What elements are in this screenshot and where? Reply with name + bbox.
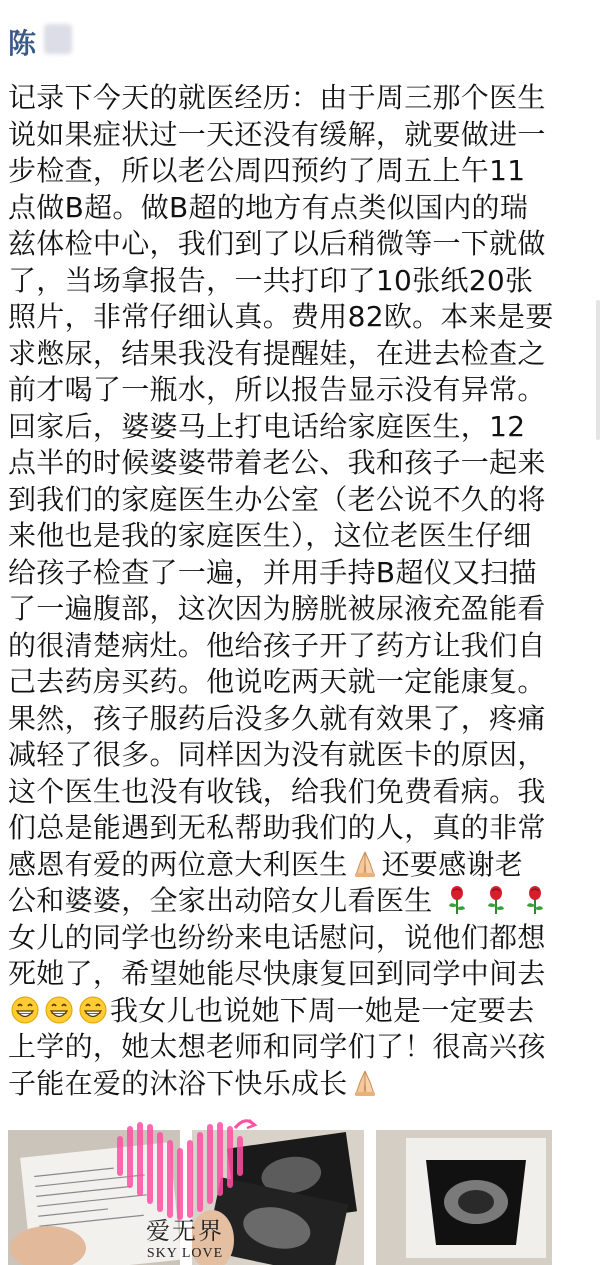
watermark <box>95 1110 265 1265</box>
post-line: 减轻了很多。同样因为没有就医卡的原因， <box>8 738 546 771</box>
rose-icon <box>483 885 509 925</box>
post-line: 求憋尿，结果我没有提醒娃，在进去检查之 <box>8 336 546 370</box>
post-line: 步检查，所以老公周四预约了周五上午11 <box>8 154 526 187</box>
post-line <box>8 993 592 1030</box>
post-line: 们总是能遇到无私帮助我们的人，真的非常 <box>8 811 546 844</box>
post-line: 己去药房买药。他说吃两天就一定能康复。 <box>8 665 546 698</box>
heart-logo-icon <box>95 1110 265 1220</box>
author-name-blur <box>44 24 72 54</box>
post-line-text: 感恩有爱的两位意大利医生 <box>8 847 348 881</box>
post-line-text: 还要感谢老 <box>381 847 524 881</box>
post-line <box>8 847 592 884</box>
watermark-english: SKY LOVE <box>146 1246 224 1261</box>
post-line-text: 我女儿也说她下周一她是一定要去 <box>110 993 535 1027</box>
watermark-chinese: 爱无界 <box>146 1219 224 1245</box>
post-line: 死她了，希望她能尽快康复回到同学中间去 <box>8 957 546 990</box>
rose-icon <box>522 885 548 925</box>
post-line: 了，当场拿报告，一共打印了10张纸20张 <box>8 263 534 297</box>
post-line-text: 子能在爱的沐浴下快乐成长 <box>8 1066 348 1100</box>
post-line: 的很清楚病灶。他给孩子开了药方让我们自 <box>8 628 546 662</box>
post-line: 女儿的同学也纷纷来电话慰问，说他们都想 <box>8 920 546 954</box>
post-line: 点做B超。做B超的地方有点类似国内的瑞 <box>8 190 529 224</box>
post-header <box>0 0 600 78</box>
photo-thumbnail[interactable] <box>376 1130 552 1265</box>
post-line: 果然，孩子服药后没多久就有效果了，疼痛 <box>8 701 546 735</box>
photo-ultrasound-image <box>376 1130 552 1265</box>
post-line <box>8 883 592 920</box>
post-line: 照片，非常仔细认真。费用82欧。本来是要 <box>8 300 554 333</box>
post-line: 说如果症状过一天还没有缓解，就要做进一 <box>8 117 546 151</box>
post-line: 前才喝了一瓶水，所以报告显示没有异常。 <box>8 373 546 406</box>
post-line: 这个医生也没有收钱，给我们免费看病。我 <box>8 774 546 808</box>
post-line: 来他也是我的家庭医生），这位老医生仔细 <box>8 519 532 552</box>
post-line: 到我们的家庭医生办公室（老公说不久的将 <box>8 482 546 516</box>
post-line: 上学的，她太想老师和同学们了！很高兴孩 <box>8 1030 546 1063</box>
post-line: 记录下今天的就医经历：由于周三那个医生 <box>8 81 546 114</box>
folded-hands-icon <box>350 1068 380 1108</box>
post-line: 回家后，婆婆马上打电话给家庭医生，12 <box>8 409 526 443</box>
post-text <box>8 80 592 1102</box>
post-line: 点半的时候婆婆带着老公、我和孩子一起来 <box>8 446 546 479</box>
post-line: 给孩子检查了一遍，并用手持B超仪又扫描 <box>8 555 537 589</box>
post-line: 兹体检中心，我们到了以后稍微等一下就做 <box>8 227 546 260</box>
post-line: 了一遍腹部，这次因为膀胱被尿液充盈能看 <box>8 592 546 625</box>
watermark-text <box>115 1218 255 1262</box>
rose-icon <box>444 885 470 925</box>
scrollbar[interactable] <box>596 300 600 440</box>
post-line-text: 公和婆婆，全家出动陪女儿看医生 <box>8 884 433 917</box>
author-name[interactable]: 陈 <box>8 27 38 60</box>
post-line <box>8 1066 592 1103</box>
